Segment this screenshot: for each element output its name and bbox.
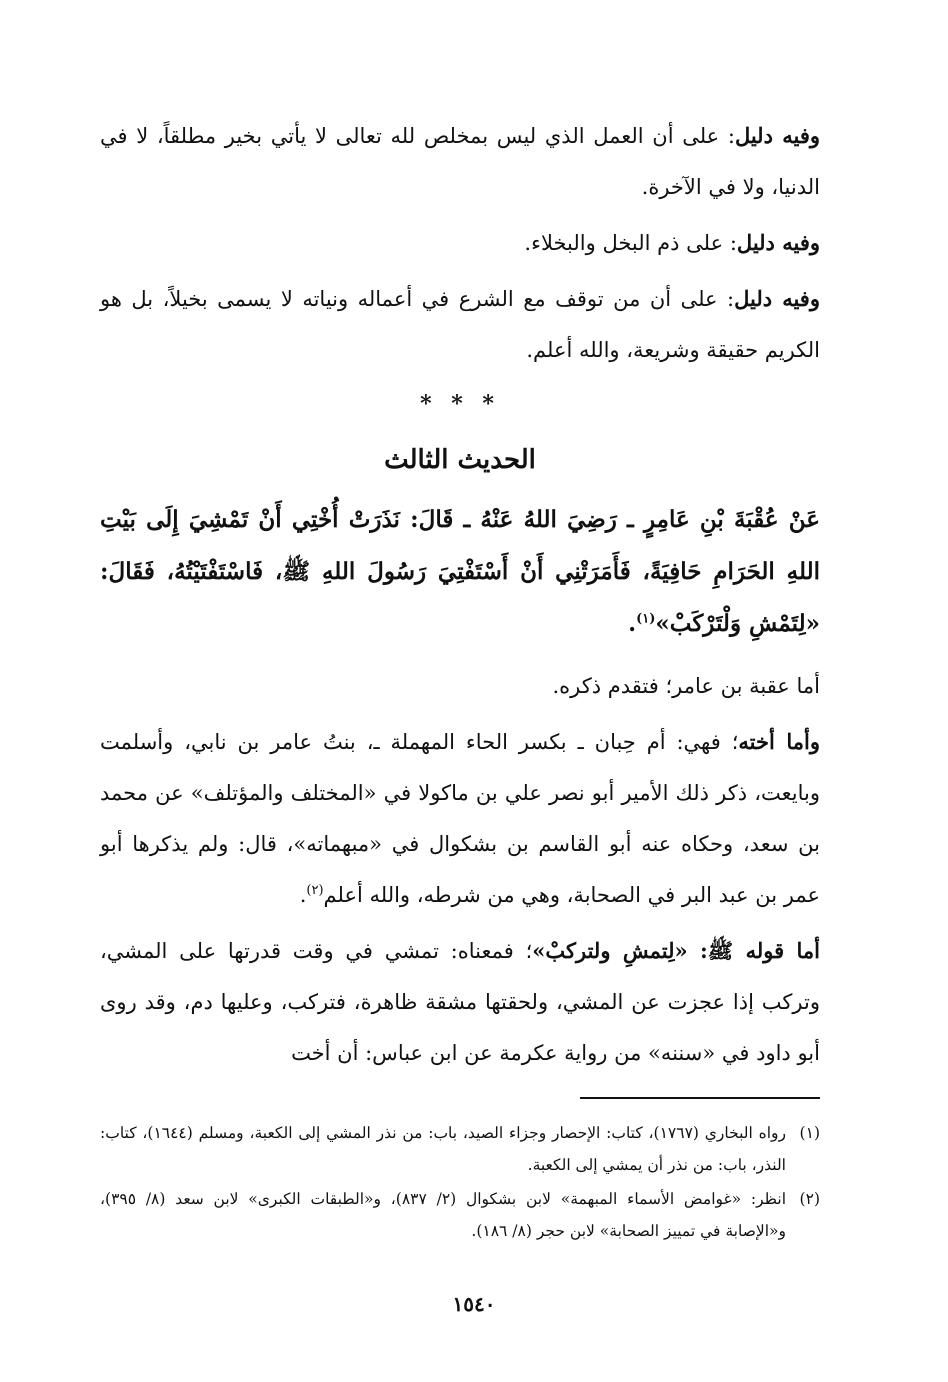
body-paragraph-2 (100, 716, 820, 921)
section-title: الحديث الثالث (384, 445, 536, 475)
paragraph-3 (100, 273, 820, 376)
footnote-text: انظر: «غوامض الأسماء المبهمة» لابن بشكوال (٢/ ٨٣٧)، و«الطبقات الكبرى» لابن سعد (٨/ ٣٩٥)، و«الإصابة في تمييز الصحابة» لابن حجر (٨/ ١٨٦). (100, 1190, 787, 1240)
footnote-ref-2[interactable]: (٢) (306, 883, 324, 898)
paragraph-lead: أما قوله ﷺ: «لِتمشِ ولتركبْ» (532, 938, 820, 963)
paragraph-lead: وأما أخته (738, 729, 820, 754)
paragraph-text: : على ذم البخل والبخلاء. (524, 231, 737, 255)
footnote-text: رواه البخاري (١٧٦٧)، كتاب: الإحصار وجزاء الصيد، باب: من نذر المشي إلى الكعبة، ومسلم (١٦٤٤)، كتاب: النذر، باب: من نذر أن يمشي إلى الكعبة. (100, 1124, 786, 1174)
paragraph-text: أما عقبة بن عامر؛ فتقدم ذكره. (552, 674, 820, 698)
paragraph-end: . (299, 883, 307, 907)
footnote-1 (100, 1117, 820, 1181)
page-content (100, 110, 820, 1249)
paragraph-text: ؛ فمعناه: تمشي في وقت قدرتها على المشي، وتركب إذا عجزت عن المشي، ولحقتها مشقة ظاهرة، فتركب، وعليها دم، وقد روى أبو داود في «سننه» من رواية عكرمة عن ابن عباس: أن أخت (100, 939, 820, 1065)
footnote-2 (100, 1183, 820, 1247)
paragraph-1 (100, 110, 820, 213)
hadith-end: . (628, 610, 637, 637)
footnote-divider (580, 1097, 820, 1099)
paragraph-text: : على أن العمل الذي ليس بمخلص لله تعالى لا يأتي بخير مطلقاً، لا في الدنيا، ولا في الآخرة. (100, 124, 820, 199)
paragraph-2 (100, 217, 820, 269)
body-paragraph-1 (100, 660, 820, 712)
section-separator: * * * (420, 391, 500, 417)
paragraph-lead: وفيه دليل (734, 286, 820, 311)
hadith-body: عَنْ عُقْبَةَ بْنِ عَامِرٍ ـ رَضِيَ اللهُ عَنْهُ ـ قَالَ: نَذَرَتْ أُخْتِي أَنْ تَمْشِيَ إِلَى بَيْتِ اللهِ الحَرَامِ حَافِيَةً، فَأَمَرَتْنِي أَنْ أَسْتَفْتِيَ رَسُولَ اللهِ ﷺ، فَاسْتَفْتَيْتُهُ، فَقَالَ: «لِتَمْشِ وَلْتَرْكَبْ» (100, 506, 820, 637)
page-number: ١٥٤٠ (452, 1292, 496, 1316)
paragraph-lead: وفيه دليل (736, 230, 820, 255)
footnotes (100, 1117, 820, 1247)
paragraph-text: : على أن من توقف مع الشرع في أعماله ونياته لا يسمى بخيلاً، بل هو الكريم حقيقة وشريعة، والله أعلم. (100, 287, 820, 362)
paragraph-lead: وفيه دليل (734, 123, 821, 148)
body-paragraph-3 (100, 925, 820, 1079)
hadith-text (100, 494, 820, 650)
footnote-ref-1[interactable]: (١) (636, 611, 656, 627)
footnote-number: (٢) (799, 1190, 820, 1208)
paragraph-text: ؛ فهي: أم حِبان ـ بكسر الحاء المهملة ـ، بنتُ عامر بن نابي، وأسلمت وبايعت، ذكر ذلك الأمير أبو نصر علي بن ماكولا في «المختلف والمؤتلف» عن محمد بن سعد، وحكاه عنه أبو القاسم بن بشكوال في «مبهماته»، قال: ولم يذكرها أبو عمر بن عبد البر في الصحابة، وهي من شرطه، والله أعلم (100, 730, 820, 907)
footnote-number: (١) (799, 1124, 820, 1142)
